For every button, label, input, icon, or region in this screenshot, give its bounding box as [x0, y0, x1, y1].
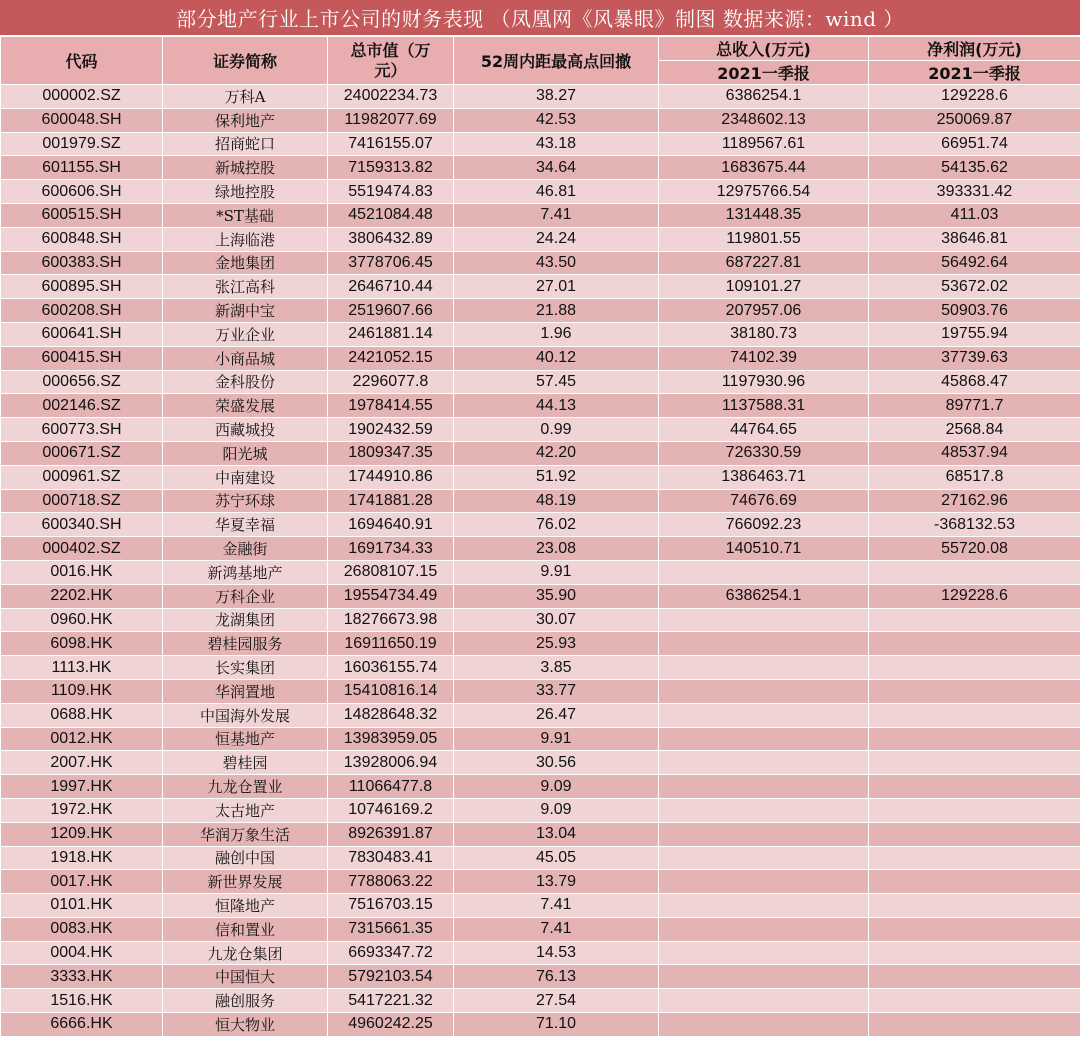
cell-market-cap: 13928006.94: [328, 751, 454, 775]
cell-profit: [869, 727, 1080, 751]
cell-profit: [869, 632, 1080, 656]
table-row: [1, 108, 1080, 132]
table-row: [1, 965, 1080, 989]
cell-code: 1516.HK: [1, 989, 163, 1013]
table-row: [1, 727, 1080, 751]
cell-profit: [869, 775, 1080, 799]
cell-name: 保利地产: [163, 108, 328, 132]
cell-name: 太古地产: [163, 798, 328, 822]
cell-drawdown: 76.13: [454, 965, 659, 989]
cell-drawdown: 48.19: [454, 489, 659, 513]
table-row: [1, 941, 1080, 965]
table-row: [1, 608, 1080, 632]
cell-profit: [869, 751, 1080, 775]
cell-market-cap: 5792103.54: [328, 965, 454, 989]
cell-market-cap: 26808107.15: [328, 560, 454, 584]
cell-drawdown: 21.88: [454, 299, 659, 323]
cell-revenue: 109101.27: [659, 275, 869, 299]
table-row: [1, 584, 1080, 608]
header-market-cap-line2: 元）: [374, 61, 406, 80]
cell-profit: 2568.84: [869, 418, 1080, 442]
cell-revenue: [659, 632, 869, 656]
cell-name: 荣盛发展: [163, 394, 328, 418]
cell-name: 华润置地: [163, 679, 328, 703]
cell-drawdown: 76.02: [454, 513, 659, 537]
cell-drawdown: 1.96: [454, 322, 659, 346]
cell-name: 九龙仓置业: [163, 775, 328, 799]
cell-drawdown: 0.99: [454, 418, 659, 442]
cell-market-cap: 7159313.82: [328, 156, 454, 180]
cell-revenue: 2348602.13: [659, 108, 869, 132]
header-market-cap-line1: 总市值（万: [350, 41, 430, 60]
cell-profit: 55720.08: [869, 537, 1080, 561]
cell-code: 6098.HK: [1, 632, 163, 656]
cell-profit: 393331.42: [869, 180, 1080, 204]
cell-market-cap: 13983959.05: [328, 727, 454, 751]
cell-code: 600515.SH: [1, 203, 163, 227]
cell-revenue: 6386254.1: [659, 584, 869, 608]
cell-revenue: 1683675.44: [659, 156, 869, 180]
cell-revenue: [659, 894, 869, 918]
cell-name: 中国恒大: [163, 965, 328, 989]
cell-revenue: 1197930.96: [659, 370, 869, 394]
cell-code: 1113.HK: [1, 656, 163, 680]
cell-code: 600606.SH: [1, 180, 163, 204]
cell-profit: 38646.81: [869, 227, 1080, 251]
cell-revenue: [659, 679, 869, 703]
cell-revenue: 207957.06: [659, 299, 869, 323]
table-row: [1, 370, 1080, 394]
cell-drawdown: 14.53: [454, 941, 659, 965]
cell-drawdown: 40.12: [454, 346, 659, 370]
cell-market-cap: 11066477.8: [328, 775, 454, 799]
cell-profit: [869, 989, 1080, 1013]
cell-revenue: 1137588.31: [659, 394, 869, 418]
cell-revenue: [659, 989, 869, 1013]
cell-profit: [869, 822, 1080, 846]
cell-code: 0083.HK: [1, 917, 163, 941]
cell-name: 万业企业: [163, 322, 328, 346]
cell-code: 600340.SH: [1, 513, 163, 537]
table-row: [1, 299, 1080, 323]
cell-market-cap: 16036155.74: [328, 656, 454, 680]
cell-name: 金融街: [163, 537, 328, 561]
cell-name: *ST基础: [163, 203, 328, 227]
cell-market-cap: 4521084.48: [328, 203, 454, 227]
table-row: [1, 894, 1080, 918]
cell-drawdown: 43.50: [454, 251, 659, 275]
cell-name: 长实集团: [163, 656, 328, 680]
cell-code: 000002.SZ: [1, 85, 163, 109]
cell-name: 信和置业: [163, 917, 328, 941]
header-profit-period: 2021一季报: [869, 61, 1080, 85]
cell-revenue: 38180.73: [659, 322, 869, 346]
cell-profit: 50903.76: [869, 299, 1080, 323]
cell-revenue: 687227.81: [659, 251, 869, 275]
cell-name: 绿地控股: [163, 180, 328, 204]
cell-name: 碧桂园服务: [163, 632, 328, 656]
cell-revenue: 1189567.61: [659, 132, 869, 156]
header-profit: 净利润(万元): [869, 37, 1080, 61]
cell-revenue: 6386254.1: [659, 85, 869, 109]
table-row: [1, 465, 1080, 489]
cell-name: 新湖中宝: [163, 299, 328, 323]
table-header: [1, 37, 1080, 85]
cell-code: 0016.HK: [1, 560, 163, 584]
table-row: [1, 513, 1080, 537]
cell-drawdown: 42.53: [454, 108, 659, 132]
cell-code: 600848.SH: [1, 227, 163, 251]
cell-market-cap: 2296077.8: [328, 370, 454, 394]
cell-code: 0012.HK: [1, 727, 163, 751]
header-revenue: 总收入(万元): [659, 37, 869, 61]
cell-profit: [869, 894, 1080, 918]
cell-revenue: [659, 703, 869, 727]
cell-revenue: 766092.23: [659, 513, 869, 537]
cell-drawdown: 9.09: [454, 775, 659, 799]
cell-code: 000656.SZ: [1, 370, 163, 394]
table-row: [1, 227, 1080, 251]
table-row: [1, 418, 1080, 442]
cell-profit: [869, 965, 1080, 989]
cell-drawdown: 27.01: [454, 275, 659, 299]
cell-drawdown: 9.09: [454, 798, 659, 822]
cell-code: 0101.HK: [1, 894, 163, 918]
table-row: [1, 322, 1080, 346]
cell-market-cap: 7830483.41: [328, 846, 454, 870]
cell-revenue: 119801.55: [659, 227, 869, 251]
cell-revenue: [659, 798, 869, 822]
cell-drawdown: 9.91: [454, 727, 659, 751]
cell-market-cap: 1694640.91: [328, 513, 454, 537]
table-row: [1, 489, 1080, 513]
cell-drawdown: 9.91: [454, 560, 659, 584]
cell-market-cap: 1744910.86: [328, 465, 454, 489]
cell-drawdown: 42.20: [454, 441, 659, 465]
cell-name: 新世界发展: [163, 870, 328, 894]
cell-market-cap: 24002234.73: [328, 85, 454, 109]
cell-drawdown: 3.85: [454, 656, 659, 680]
cell-code: 2007.HK: [1, 751, 163, 775]
cell-revenue: [659, 870, 869, 894]
cell-profit: [869, 656, 1080, 680]
cell-name: 恒基地产: [163, 727, 328, 751]
cell-code: 000718.SZ: [1, 489, 163, 513]
cell-drawdown: 71.10: [454, 1013, 659, 1037]
cell-revenue: 44764.65: [659, 418, 869, 442]
cell-profit: 68517.8: [869, 465, 1080, 489]
cell-profit: 250069.87: [869, 108, 1080, 132]
cell-name: 阳光城: [163, 441, 328, 465]
cell-revenue: 74102.39: [659, 346, 869, 370]
table-body: [1, 85, 1080, 1037]
table-row: [1, 751, 1080, 775]
cell-revenue: 1386463.71: [659, 465, 869, 489]
cell-revenue: 74676.69: [659, 489, 869, 513]
cell-drawdown: 35.90: [454, 584, 659, 608]
table-title: 部分地产行业上市公司的财务表现 （凤凰网《风暴眼》制图 数据来源：wind ）: [0, 0, 1080, 36]
table-row: [1, 632, 1080, 656]
cell-profit: [869, 870, 1080, 894]
cell-drawdown: 51.92: [454, 465, 659, 489]
cell-profit: 45868.47: [869, 370, 1080, 394]
table-row: [1, 346, 1080, 370]
cell-name: 九龙仓集团: [163, 941, 328, 965]
cell-code: 000671.SZ: [1, 441, 163, 465]
table-row: [1, 156, 1080, 180]
table-row: [1, 822, 1080, 846]
cell-drawdown: 46.81: [454, 180, 659, 204]
cell-profit: 19755.94: [869, 322, 1080, 346]
cell-market-cap: 18276673.98: [328, 608, 454, 632]
cell-code: 0688.HK: [1, 703, 163, 727]
cell-revenue: 131448.35: [659, 203, 869, 227]
cell-profit: 411.03: [869, 203, 1080, 227]
cell-drawdown: 57.45: [454, 370, 659, 394]
cell-market-cap: 16911650.19: [328, 632, 454, 656]
cell-name: 新城控股: [163, 156, 328, 180]
cell-code: 001979.SZ: [1, 132, 163, 156]
cell-market-cap: 8926391.87: [328, 822, 454, 846]
cell-market-cap: 11982077.69: [328, 108, 454, 132]
cell-drawdown: 38.27: [454, 85, 659, 109]
table-row: [1, 132, 1080, 156]
cell-market-cap: 5417221.32: [328, 989, 454, 1013]
cell-code: 1109.HK: [1, 679, 163, 703]
cell-revenue: [659, 822, 869, 846]
cell-code: 600383.SH: [1, 251, 163, 275]
cell-profit: 129228.6: [869, 85, 1080, 109]
cell-code: 000402.SZ: [1, 537, 163, 561]
table-row: [1, 85, 1080, 109]
table-row: [1, 870, 1080, 894]
header-name: 证券简称: [163, 37, 328, 85]
cell-market-cap: 19554734.49: [328, 584, 454, 608]
cell-name: 上海临港: [163, 227, 328, 251]
header-market-cap: [328, 37, 454, 85]
cell-revenue: 12975766.54: [659, 180, 869, 204]
cell-code: 1209.HK: [1, 822, 163, 846]
cell-code: 002146.SZ: [1, 394, 163, 418]
table-row: [1, 917, 1080, 941]
cell-name: 新鸿基地产: [163, 560, 328, 584]
header-drawdown: 52周内距最高点回撤: [454, 37, 659, 85]
cell-drawdown: 7.41: [454, 894, 659, 918]
cell-market-cap: 7315661.35: [328, 917, 454, 941]
cell-code: 6666.HK: [1, 1013, 163, 1037]
cell-name: 恒隆地产: [163, 894, 328, 918]
table-row: [1, 251, 1080, 275]
cell-name: 万科企业: [163, 584, 328, 608]
table-row: [1, 560, 1080, 584]
cell-profit: 66951.74: [869, 132, 1080, 156]
cell-market-cap: 10746169.2: [328, 798, 454, 822]
cell-profit: [869, 1013, 1080, 1037]
cell-revenue: [659, 941, 869, 965]
cell-market-cap: 4960242.25: [328, 1013, 454, 1037]
cell-drawdown: 26.47: [454, 703, 659, 727]
cell-drawdown: 45.05: [454, 846, 659, 870]
cell-revenue: [659, 775, 869, 799]
header-revenue-period: 2021一季报: [659, 61, 869, 85]
cell-market-cap: 5519474.83: [328, 180, 454, 204]
cell-market-cap: 2646710.44: [328, 275, 454, 299]
table-row: [1, 656, 1080, 680]
cell-profit: [869, 917, 1080, 941]
cell-market-cap: 6693347.72: [328, 941, 454, 965]
cell-code: 000961.SZ: [1, 465, 163, 489]
cell-drawdown: 13.04: [454, 822, 659, 846]
table-row: [1, 441, 1080, 465]
cell-revenue: [659, 1013, 869, 1037]
cell-code: 601155.SH: [1, 156, 163, 180]
cell-name: 融创服务: [163, 989, 328, 1013]
cell-code: 600895.SH: [1, 275, 163, 299]
cell-drawdown: 23.08: [454, 537, 659, 561]
cell-market-cap: 2461881.14: [328, 322, 454, 346]
cell-profit: [869, 608, 1080, 632]
cell-name: 招商蛇口: [163, 132, 328, 156]
cell-drawdown: 33.77: [454, 679, 659, 703]
cell-name: 万科A: [163, 85, 328, 109]
cell-name: 融创中国: [163, 846, 328, 870]
cell-code: 600773.SH: [1, 418, 163, 442]
cell-name: 碧桂园: [163, 751, 328, 775]
table-row: [1, 679, 1080, 703]
cell-profit: -368132.53: [869, 513, 1080, 537]
table-row: [1, 537, 1080, 561]
cell-market-cap: 3778706.45: [328, 251, 454, 275]
cell-code: 0017.HK: [1, 870, 163, 894]
cell-name: 金科股份: [163, 370, 328, 394]
cell-code: 600415.SH: [1, 346, 163, 370]
cell-market-cap: 1691734.33: [328, 537, 454, 561]
cell-code: 600048.SH: [1, 108, 163, 132]
cell-revenue: [659, 727, 869, 751]
cell-name: 金地集团: [163, 251, 328, 275]
cell-drawdown: 30.07: [454, 608, 659, 632]
cell-profit: 27162.96: [869, 489, 1080, 513]
cell-revenue: [659, 917, 869, 941]
cell-profit: [869, 941, 1080, 965]
cell-code: 1918.HK: [1, 846, 163, 870]
cell-name: 西藏城投: [163, 418, 328, 442]
cell-code: 600208.SH: [1, 299, 163, 323]
cell-name: 龙湖集团: [163, 608, 328, 632]
cell-market-cap: 1902432.59: [328, 418, 454, 442]
cell-market-cap: 2519607.66: [328, 299, 454, 323]
cell-name: 小商品城: [163, 346, 328, 370]
cell-market-cap: 1741881.28: [328, 489, 454, 513]
cell-market-cap: 15410816.14: [328, 679, 454, 703]
cell-profit: 89771.7: [869, 394, 1080, 418]
financial-table: [0, 36, 1080, 1037]
cell-profit: 48537.94: [869, 441, 1080, 465]
table-row: [1, 1013, 1080, 1037]
cell-revenue: [659, 846, 869, 870]
cell-profit: [869, 679, 1080, 703]
cell-profit: 53672.02: [869, 275, 1080, 299]
cell-profit: [869, 798, 1080, 822]
cell-market-cap: 2421052.15: [328, 346, 454, 370]
cell-revenue: [659, 608, 869, 632]
cell-code: 2202.HK: [1, 584, 163, 608]
cell-drawdown: 7.41: [454, 203, 659, 227]
cell-profit: 37739.63: [869, 346, 1080, 370]
cell-market-cap: 7416155.07: [328, 132, 454, 156]
table-row: [1, 703, 1080, 727]
table-row: [1, 275, 1080, 299]
header-code: 代码: [1, 37, 163, 85]
cell-profit: [869, 560, 1080, 584]
cell-drawdown: 44.13: [454, 394, 659, 418]
cell-profit: 129228.6: [869, 584, 1080, 608]
table-row: [1, 846, 1080, 870]
cell-revenue: 140510.71: [659, 537, 869, 561]
cell-code: 1997.HK: [1, 775, 163, 799]
cell-market-cap: 1978414.55: [328, 394, 454, 418]
cell-revenue: [659, 751, 869, 775]
cell-name: 苏宁环球: [163, 489, 328, 513]
cell-profit: 56492.64: [869, 251, 1080, 275]
cell-name: 张江高科: [163, 275, 328, 299]
cell-name: 恒大物业: [163, 1013, 328, 1037]
cell-drawdown: 43.18: [454, 132, 659, 156]
cell-drawdown: 25.93: [454, 632, 659, 656]
cell-revenue: 726330.59: [659, 441, 869, 465]
cell-name: 中国海外发展: [163, 703, 328, 727]
cell-code: 1972.HK: [1, 798, 163, 822]
cell-name: 华润万象生活: [163, 822, 328, 846]
cell-drawdown: 7.41: [454, 917, 659, 941]
cell-name: 华夏幸福: [163, 513, 328, 537]
table-row: [1, 798, 1080, 822]
cell-drawdown: 24.24: [454, 227, 659, 251]
cell-revenue: [659, 560, 869, 584]
cell-market-cap: 7516703.15: [328, 894, 454, 918]
cell-revenue: [659, 656, 869, 680]
table-row: [1, 180, 1080, 204]
cell-profit: [869, 846, 1080, 870]
cell-market-cap: 7788063.22: [328, 870, 454, 894]
cell-drawdown: 34.64: [454, 156, 659, 180]
table-row: [1, 203, 1080, 227]
cell-market-cap: 1809347.35: [328, 441, 454, 465]
cell-profit: [869, 703, 1080, 727]
cell-code: 0004.HK: [1, 941, 163, 965]
cell-market-cap: 3806432.89: [328, 227, 454, 251]
cell-code: 600641.SH: [1, 322, 163, 346]
cell-profit: 54135.62: [869, 156, 1080, 180]
cell-name: 中南建设: [163, 465, 328, 489]
cell-code: 3333.HK: [1, 965, 163, 989]
table-row: [1, 394, 1080, 418]
cell-market-cap: 14828648.32: [328, 703, 454, 727]
cell-drawdown: 27.54: [454, 989, 659, 1013]
cell-drawdown: 30.56: [454, 751, 659, 775]
table-row: [1, 775, 1080, 799]
cell-drawdown: 13.79: [454, 870, 659, 894]
cell-revenue: [659, 965, 869, 989]
table-row: [1, 989, 1080, 1013]
cell-code: 0960.HK: [1, 608, 163, 632]
